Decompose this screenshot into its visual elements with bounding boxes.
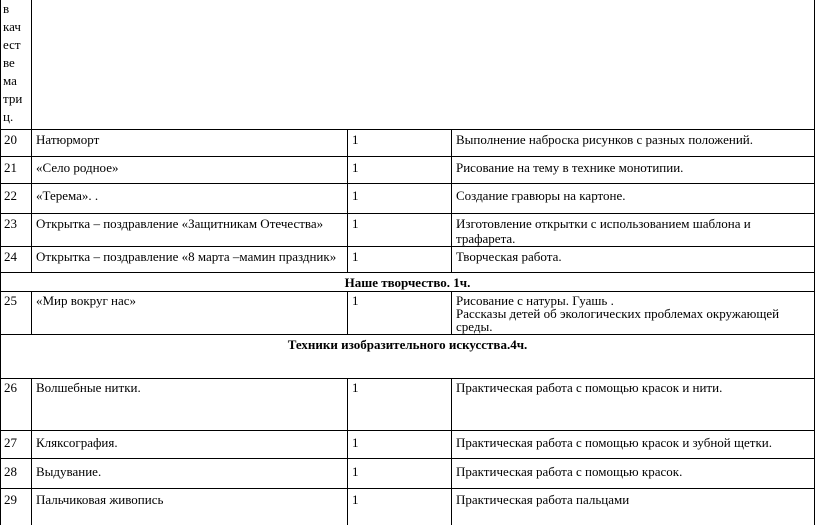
row-content: Практическая работа с помощью красок и зубной щетки. <box>456 435 772 450</box>
row-hours: 1 <box>352 435 359 450</box>
row-divider <box>0 291 815 292</box>
section-heading <box>0 337 815 353</box>
col-divider <box>347 129 348 272</box>
row-content: Создание гравюры на картоне. <box>456 188 626 203</box>
row-hours: 1 <box>352 132 359 147</box>
col-divider <box>347 291 348 334</box>
row-topic: «Терема». . <box>36 188 99 203</box>
fragment-line: ма <box>3 73 17 88</box>
col-divider <box>347 378 348 525</box>
row-topic: Кляксография. <box>36 435 118 450</box>
row-topic: Пальчиковая живопись <box>36 492 164 507</box>
fragment-line: три <box>3 91 23 106</box>
row-divider <box>0 378 815 379</box>
row-content: Практическая работа с помощью красок и нити. <box>456 380 723 395</box>
row-divider <box>0 488 815 489</box>
row-divider <box>0 246 815 247</box>
row-hours: 1 <box>352 216 359 231</box>
row-content: Практическая работа пальцами <box>456 492 630 507</box>
col-divider <box>31 291 32 334</box>
row-content-line: Рассказы детей об экологических проблемах окружающей <box>456 306 780 321</box>
row-content: Рисование на тему в технике монотипии. <box>456 160 684 175</box>
row-divider <box>0 430 815 431</box>
row-number: 27 <box>4 435 17 450</box>
table-border-left <box>0 0 1 525</box>
row-number: 24 <box>4 249 17 264</box>
row-number: 22 <box>4 188 17 203</box>
row-divider <box>0 272 815 273</box>
fragment-line: кач <box>3 19 21 34</box>
row-topic: «Село родное» <box>36 160 119 175</box>
row-content: Творческая работа. <box>456 249 562 264</box>
row-hours: 1 <box>352 188 359 203</box>
row-number: 23 <box>4 216 17 231</box>
row-content: Практическая работа с помощью красок. <box>456 464 683 479</box>
row-content-line: среды. <box>456 319 493 334</box>
row-divider <box>0 183 815 184</box>
section-heading-main: Техники изобразительного искусства <box>287 337 507 352</box>
fragment-line: ве <box>3 55 15 70</box>
col-divider <box>31 129 32 272</box>
row-hours: 1 <box>352 464 359 479</box>
row-topic: Открытка – поздравление «Защитникам Отечества» <box>36 216 324 231</box>
row-topic: Волшебные нитки. <box>36 380 141 395</box>
fragment-line: в <box>3 1 10 16</box>
row-content-line: Рисование с натуры. Гуашь . <box>456 293 614 308</box>
fragment-line: ц. <box>3 109 14 124</box>
row-number: 20 <box>4 132 17 147</box>
col-divider <box>451 378 452 525</box>
col-divider <box>451 291 452 334</box>
section-heading: Наше творчество. 1ч. <box>344 275 471 290</box>
row-hours: 1 <box>352 249 359 264</box>
row-divider <box>0 458 815 459</box>
row-hours: 1 <box>352 293 359 308</box>
row-divider <box>0 156 815 157</box>
col-divider <box>451 129 452 272</box>
row-hours: 1 <box>352 160 359 175</box>
row-divider <box>0 334 815 335</box>
row-divider <box>0 213 815 214</box>
row-content-line: трафарета. <box>456 231 516 246</box>
row-number: 25 <box>4 293 17 308</box>
col-divider <box>31 0 32 129</box>
row-topic: Открытка – поздравление «8 марта –мамин праздник» <box>36 249 337 264</box>
row-hours: 1 <box>352 492 359 507</box>
row-divider <box>0 129 815 130</box>
row-topic: Выдувание. <box>36 464 102 479</box>
table-border-right <box>814 0 815 525</box>
row-content: Выполнение наброска рисунков с разных положений. <box>456 132 753 147</box>
row-number: 21 <box>4 160 17 175</box>
row-number: 26 <box>4 380 17 395</box>
row-number: 28 <box>4 464 17 479</box>
row-number: 29 <box>4 492 17 507</box>
row-topic: Натюрморт <box>36 132 100 147</box>
fragment-line: ест <box>3 37 21 52</box>
top-fragment-text <box>3 0 22 126</box>
row-hours: 1 <box>352 380 359 395</box>
row-content-line: Изготовление открытки с использованием шаблона и <box>456 216 751 231</box>
col-divider <box>31 378 32 525</box>
row-topic: «Мир вокруг нас» <box>36 293 137 308</box>
section-heading-hours: .4ч. <box>506 337 528 352</box>
